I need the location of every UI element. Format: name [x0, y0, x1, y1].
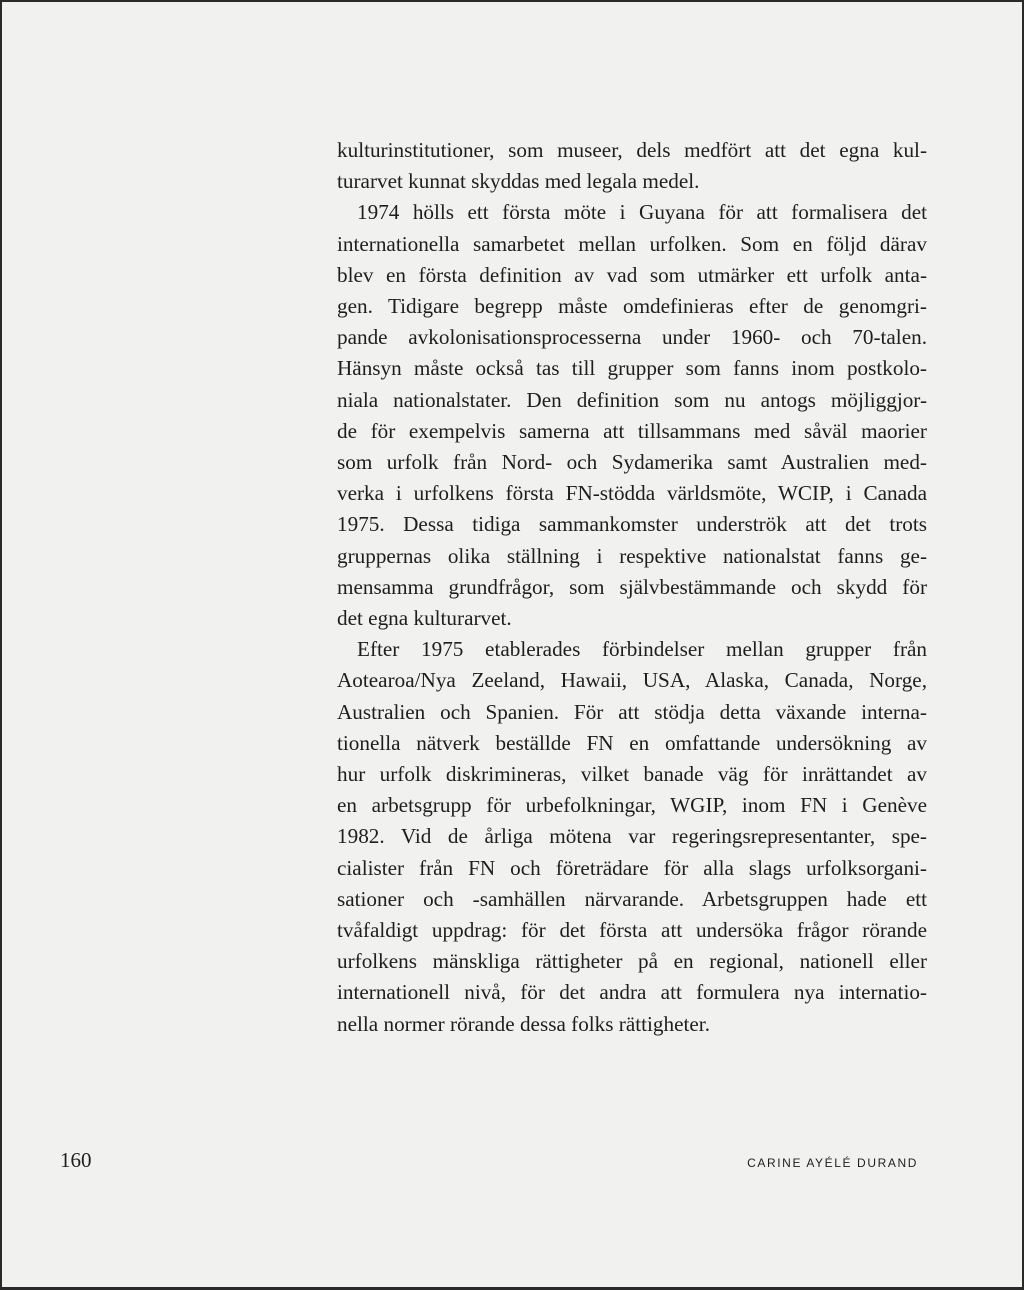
text-line: 1982. Vid de årliga mötena var regeringsrepresentanter, spe-: [337, 824, 927, 849]
text-line: Australien och Spanien. För att stödja detta växande interna-: [337, 699, 927, 724]
text-line: internationell nivå, för det andra att formulera nya internatio-: [337, 980, 927, 1005]
text-line: Aotearoa/Nya Zeeland, Hawaii, USA, Alaska, Canada, Norge,: [337, 668, 927, 693]
text-line: cialister från FN och företrädare för alla slags urfolksorgani-: [337, 855, 927, 880]
text-line: tionella nätverk beställde FN en omfattande undersökning av: [337, 730, 927, 755]
text-line: kulturinstitutioner, som museer, dels medfört att det egna kul-: [337, 138, 927, 162]
text-line: niala nationalstater. Den definition som nu antogs möjliggjor-: [337, 387, 927, 412]
text-line: nella normer rörande dessa folks rättigheter.: [337, 1011, 710, 1036]
text-line: pande avkolonisationsprocesserna under 1960- och 70-talen.: [337, 325, 927, 350]
running-footer-author: CARINE AYÉLÉ DURAND: [747, 1156, 918, 1170]
body-text: [337, 135, 927, 1040]
text-line: en arbetsgrupp för urbefolkningar, WGIP, inom FN i Genève: [337, 793, 927, 818]
text-line: verka i urfolkens första FN-stödda världsmöte, WCIP, i Canada: [337, 481, 927, 506]
text-line: som urfolk från Nord- och Sydamerika samt Australien med-: [337, 450, 927, 475]
text-line: 1975. Dessa tidiga sammankomster underströk att det trots: [337, 512, 927, 537]
page-number: 160: [60, 1148, 92, 1172]
text-line: internationella samarbetet mellan urfolken. Som en följd därav: [337, 231, 927, 256]
text-line: gruppernas olika ställning i respektive nationalstat fanns ge-: [337, 543, 927, 568]
text-line: 1974 hölls ett första möte i Guyana för att formalisera det: [357, 200, 927, 225]
text-line: Hänsyn måste också tas till grupper som fanns inom postkolo-: [337, 356, 927, 381]
text-line: gen. Tidigare begrepp måste omdefinieras efter de genomgri-: [337, 294, 927, 319]
text-line: tvåfaldigt uppdrag: för det första att undersöka frågor rörande: [337, 918, 927, 943]
text-line: det egna kulturarvet.: [337, 606, 512, 631]
text-line: de för exempelvis samerna att tillsammans med såväl maorier: [337, 418, 927, 443]
text-line: urfolkens mänskliga rättigheter på en regional, nationell eller: [337, 949, 927, 974]
text-line: Efter 1975 etablerades förbindelser mellan grupper från: [357, 637, 927, 662]
text-line: turarvet kunnat skyddas med legala medel.: [337, 169, 700, 194]
text-line: sationer och -samhällen närvarande. Arbetsgruppen hade ett: [337, 886, 927, 911]
text-line: blev en första definition av vad som utmärker ett urfolk anta-: [337, 262, 927, 287]
text-line: hur urfolk diskrimineras, vilket banade väg för inrättandet av: [337, 762, 927, 787]
text-line: mensamma grundfrågor, som självbestämmande och skydd för: [337, 574, 927, 599]
